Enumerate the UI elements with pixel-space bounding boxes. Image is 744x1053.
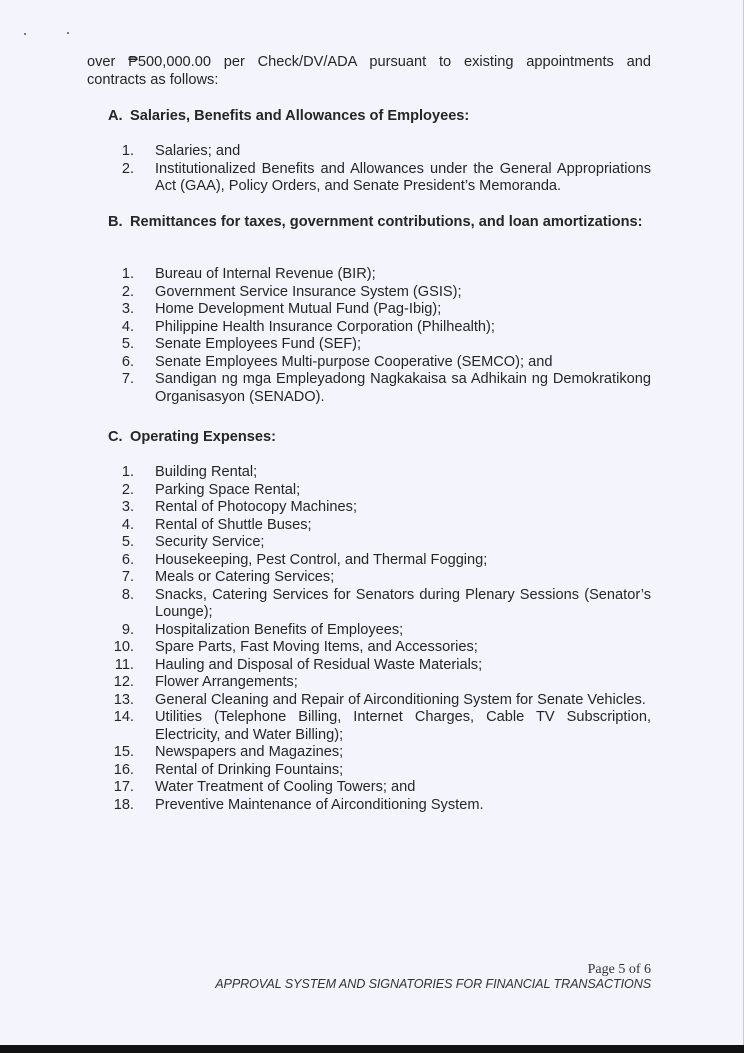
list-item <box>100 464 651 482</box>
scan-bottom-edge <box>0 1045 744 1053</box>
item-number: 1. <box>121 266 134 282</box>
list-item <box>100 517 651 535</box>
list-item <box>100 301 651 319</box>
item-number: 3. <box>121 499 134 515</box>
intro-line-1: over ₱500,000.00 per Check/DV/ADA pursuant to existing appointments and <box>87 54 651 70</box>
item-number: 2. <box>121 481 134 498</box>
item-number: 14. <box>113 709 134 725</box>
item-number: 3. <box>121 301 134 317</box>
list-item <box>100 622 651 640</box>
item-number: 5. <box>121 336 134 352</box>
item-number: 11. <box>114 656 134 673</box>
item-text: Rental of Drinking Fountains; <box>155 761 344 778</box>
item-number: 6. <box>121 551 134 568</box>
section-title: Salaries, Benefits and Allowances of Employees: <box>130 108 470 124</box>
list-item <box>100 534 651 552</box>
item-text: Institutionalized Benefits and Allowances under the General Appropriations Act (GAA), Policy Orders, and Senate President’s Memoranda. <box>155 160 651 194</box>
list-item <box>100 587 651 622</box>
list-item <box>100 779 651 797</box>
list-item <box>100 552 651 570</box>
list-item <box>100 569 651 587</box>
item-number: 5. <box>121 534 134 550</box>
item-text: Parking Space Rental; <box>155 481 301 498</box>
item-text: Snacks, Catering Services for Senators during Plenary Sessions (Senator’s Lounge); <box>155 586 651 620</box>
item-text: General Cleaning and Repair of Airconditioning System for Senate Vehicles. <box>155 691 646 708</box>
item-text: Spare Parts, Fast Moving Items, and Accessories; <box>155 639 478 655</box>
item-text: Preventive Maintenance of Airconditioning System. <box>155 796 484 813</box>
item-text: Philippine Health Insurance Corporation (Philhealth); <box>155 318 495 335</box>
list-item <box>100 371 651 406</box>
item-text: Hospitalization Benefits of Employees; <box>155 621 404 638</box>
item-text: Rental of Shuttle Buses; <box>155 516 312 533</box>
item-number: 18. <box>113 796 134 813</box>
item-text: Newspapers and Magazines; <box>155 744 344 760</box>
item-number: 12. <box>113 674 134 690</box>
list-item <box>100 336 651 354</box>
list-item <box>100 161 651 196</box>
item-number: 15. <box>113 744 134 760</box>
item-text: Water Treatment of Cooling Towers; and <box>155 779 416 795</box>
item-text: Building Rental; <box>155 464 258 480</box>
item-text: Utilities (Telephone Billing, Internet Charges, Cable TV Subscription, Electricity, and Water Billing); <box>155 709 651 743</box>
item-text: Housekeeping, Pest Control, and Thermal Fogging; <box>155 551 488 568</box>
list-item <box>100 266 651 284</box>
item-text: Hauling and Disposal of Residual Waste Materials; <box>155 656 483 673</box>
intro-paragraph <box>87 54 651 89</box>
item-text: Senate Employees Multi-purpose Cooperative (SEMCO); and <box>155 353 553 370</box>
list-item <box>100 744 651 762</box>
item-number: 17. <box>113 779 134 795</box>
list-item <box>100 284 651 302</box>
list-item <box>100 319 651 337</box>
item-number: 2. <box>121 283 134 300</box>
item-number: 1. <box>121 143 134 159</box>
list-item <box>100 762 651 780</box>
section-title: Remittances for taxes, government contributions, and loan amortizations: <box>130 214 643 230</box>
item-text: Bureau of Internal Revenue (BIR); <box>155 266 376 282</box>
item-number: 2. <box>121 160 134 177</box>
section-heading-b <box>108 214 651 232</box>
item-number: 13. <box>113 691 134 708</box>
item-text: Flower Arrangements; <box>155 674 298 690</box>
item-text: Rental of Photocopy Machines; <box>155 499 357 515</box>
section-title: Operating Expenses: <box>130 429 276 445</box>
list-item <box>100 709 651 744</box>
page-number: Page 5 of 6 <box>587 962 651 977</box>
item-text: Senate Employees Fund (SEF); <box>155 336 362 352</box>
item-text: Sandigan ng mga Empleyadong Nagkakaisa sa Adhikain ng Demokratikong Organisasyon (SENADO). <box>155 371 651 405</box>
list-item <box>100 674 651 692</box>
section-heading-a <box>108 108 651 126</box>
list-item <box>100 657 651 675</box>
section-c-list <box>100 464 651 814</box>
item-number: 4. <box>121 516 134 533</box>
list-item <box>100 482 651 500</box>
item-number: 7. <box>121 569 134 585</box>
scan-speck <box>67 32 69 34</box>
item-text: Home Development Mutual Fund (Pag-Ibig); <box>155 301 442 317</box>
item-number: 16. <box>113 761 134 778</box>
footer-document-title: APPROVAL SYSTEM AND SIGNATORIES FOR FINANCIAL TRANSACTIONS <box>215 977 651 991</box>
item-number: 8. <box>121 586 134 603</box>
item-number: 10. <box>113 639 134 655</box>
item-number: 6. <box>121 353 134 370</box>
list-item <box>100 639 651 657</box>
list-item <box>100 692 651 710</box>
list-item <box>100 797 651 815</box>
item-text: Government Service Insurance System (GSIS); <box>155 283 462 300</box>
item-number: 1. <box>121 464 134 480</box>
item-text: Meals or Catering Services; <box>155 569 335 585</box>
list-item <box>100 499 651 517</box>
section-letter: C. <box>108 429 123 445</box>
list-item <box>100 354 651 372</box>
section-letter: B. <box>108 214 123 230</box>
scan-speck <box>24 33 26 35</box>
section-letter: A. <box>108 108 123 124</box>
item-number: 7. <box>121 371 134 387</box>
item-number: 9. <box>121 621 134 638</box>
section-heading-c <box>108 429 651 447</box>
item-text: Security Service; <box>155 534 265 550</box>
section-b-list <box>100 266 651 406</box>
section-a-list <box>100 143 651 196</box>
item-number: 4. <box>121 318 134 335</box>
item-text: Salaries; and <box>155 143 241 159</box>
intro-line-2: contracts as follows: <box>87 71 219 88</box>
list-item <box>100 143 651 161</box>
